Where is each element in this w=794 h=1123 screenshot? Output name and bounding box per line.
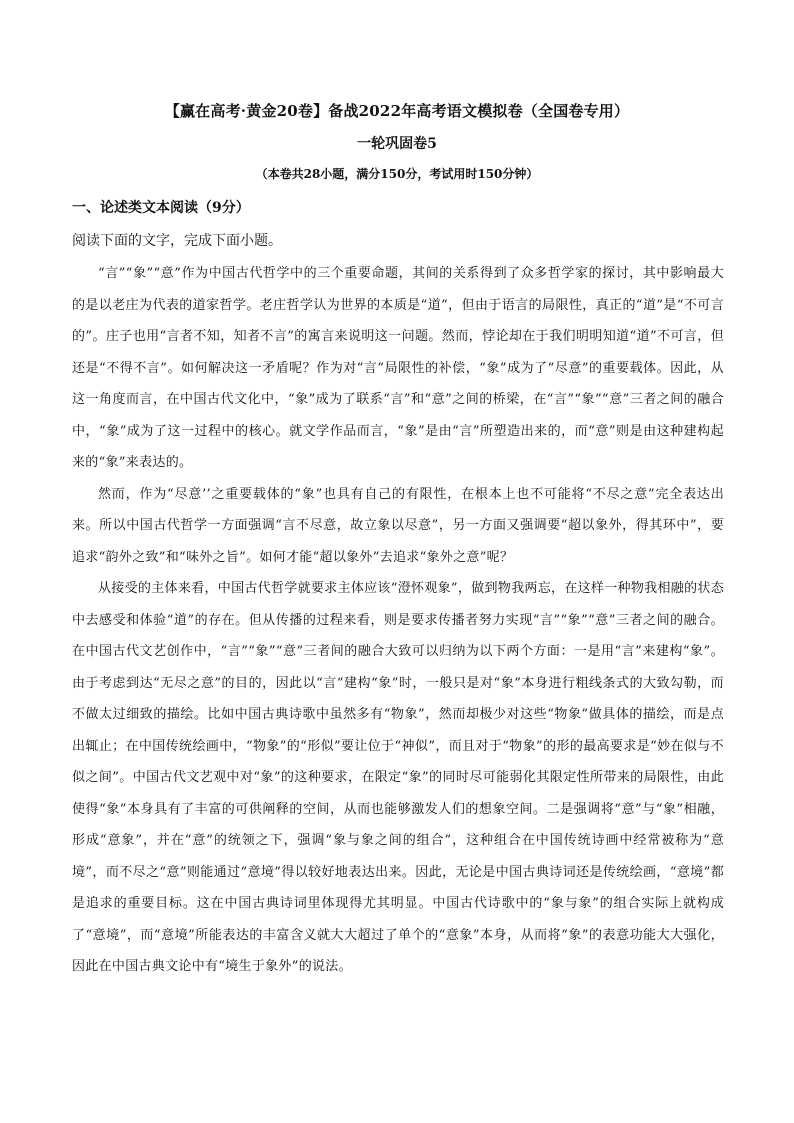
- exam-subtitle: 一轮巩固卷5: [357, 136, 437, 152]
- exam-title: 【赢在高考·黄金20卷】备战2022年高考语文模拟卷（全国卷专用）: [164, 102, 630, 120]
- passage-body: [72, 258, 724, 983]
- passage-paragraph-3: 从接受的主体来看，中国古代哲学就要求主体应该“澄怀观象”，做到物我两忘，在这样一种物我相融的状态中去感受和体验“道”的存在。但从传播的过程来看，则是要求传播者努力实现“言”“象”“意”三者之间的融合。在中国古代文艺创作中，“言”“象”“意”三者间的融合大致可以归纳为以下两个方面：一是用“言”来建构“象”。由于考虑到达“无尽之意”的目的，因此以“言”建构“象”时，一般只是对“象”本身进行粗线条式的大致勾勒，而不做太过细致的描绘。比如中国古典诗歌中虽然多有“物象”，然而却极少对这些“物象”做具体的描绘，而是点出辄止；在中国传统绘画中，“物象”的“形似”要让位于“神似”，而且对于“物象”的形的最高要求是“妙在似与不似之间”。中国古代文艺观中对“象”的这种要求，在限定“象”的同时尽可能弱化其限定性所带来的局限性，由此使得“象”本身具有了丰富的可供阐释的空间，从而也能够激发人们的想象空间。二是强调将“意”与“象”相融，形成“意象”，并在“意”的统领之下，强调“象与象之间的组合”，这种组合在中国传统诗画中经常被称为“意境”，而不尽之“意”则能通过“意境”得以较好地表达出来。因此，无论是中国古典诗词还是传统绘画，“意境”都是追求的重要目标。这在中国古典诗词里体现得尤其明显。中国古代诗歌中的“象与象”的组合实际上就构成了“意境”，而“意境”所能表达的丰富含义就大大超过了单个的“意象”本身，从而将“象”的表意功能大大强化，因此在中国古典文论中有“境生于象外”的说法。: [72, 581, 724, 974]
- passage-paragraph-1: “言”“象”“意”作为中国古代哲学中的三个重要命题，其间的关系得到了众多哲学家的探讨，其中影响最大的是以老庄为代表的道家哲学。老庄哲学认为世界的本质是“道”，但由于语言的局限性，真正的“道”是“不可言的”。庄子也用“言者不知，知者不言”的寓言来说明这一问题。然而，悖论却在于我们明明知道“道”不可言，但还是“不得不言”。如何解决这一矛盾呢？作为对“言”局限性的补偿，“象”成为了“尽意”的重要载体。因此，从这一角度而言，在中国古代文化中，“象”成为了联系“言”和“意”之间的桥梁，在“言”“象”“意”三者之间的融合中，“象”成为了这一过程中的核心。就文学作品而言，“象”是由“言”所塑造出来的，而“意”则是由这种建构起来的“象”来表达的。: [72, 266, 724, 470]
- reading-instruction: 阅读下面的文字，完成下面小题。: [72, 233, 282, 249]
- exam-note: （本卷共28小题，满分150分，考试用时150分钟）: [255, 167, 539, 181]
- section-heading: 一、论述类文本阅读（9分）: [72, 200, 250, 216]
- passage-paragraph-2: 然而，作为“尽意’’之重要载体的“象”也具有自己的有限性，在根本上也不可能将“不尽之意”完全表达出来。所以中国古代哲学一方面强调“言不尽意，故立象以尽意”，另一方面又强调要“超以象外，得其环中”，要追求“韵外之致”和“味外之旨”。如何才能“超以象外”去追求“象外之意”呢？: [72, 486, 724, 565]
